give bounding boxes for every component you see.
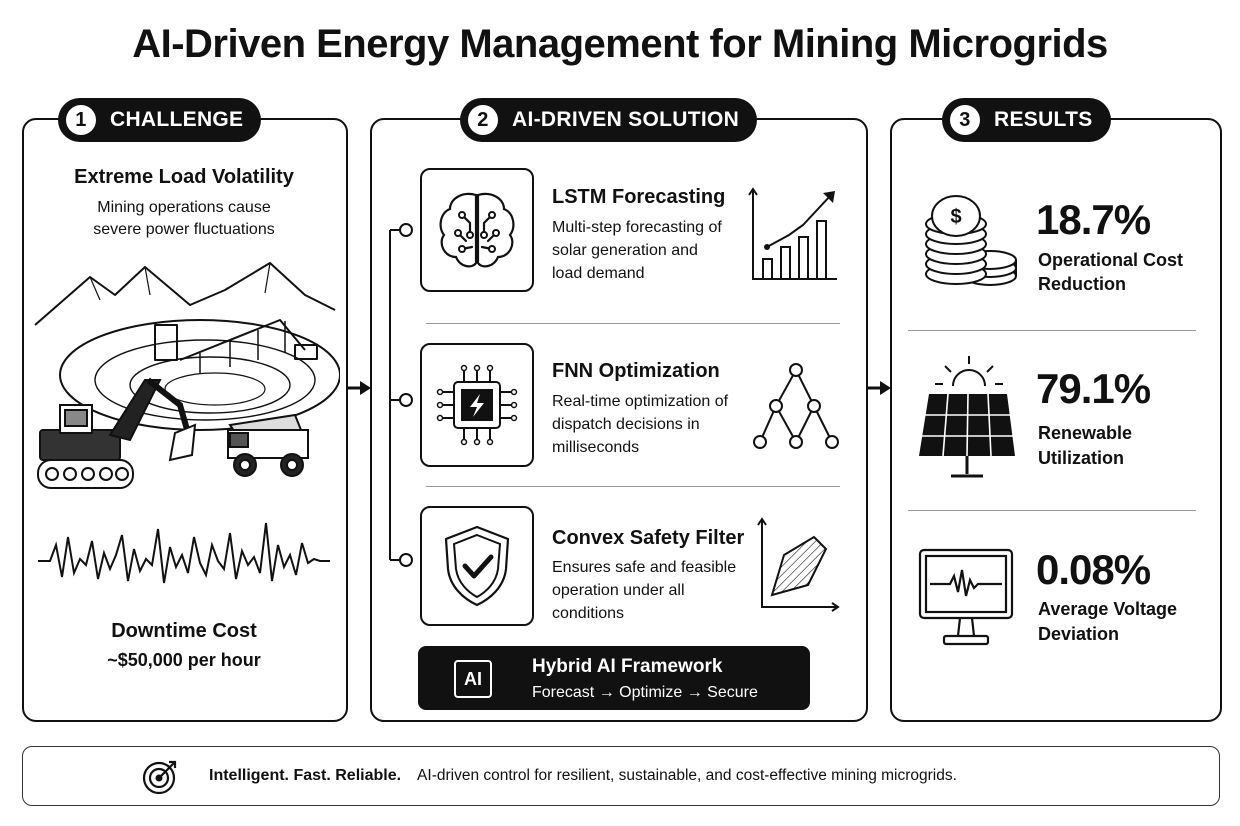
downtime-value: ~$50,000 per hour [107,650,261,670]
ai-badge: AI [464,668,482,689]
target-icon [141,756,181,796]
solution-item-desc-line: Ensures safe and feasible [552,559,737,576]
solution-item-desc-line: Real-time optimization of [552,393,729,410]
framework-subtitle: Forecast → Optimize → Secure [532,684,758,701]
solution-label: AI-DRIVEN SOLUTION [512,108,740,131]
ai-chip-icon [454,660,492,698]
monitor-waveform-icon [916,546,1016,650]
result-value: 0.08% [1036,546,1151,593]
solution-header [460,98,757,142]
solution-item-desc-line: conditions [552,605,625,622]
solution-item-desc-line: load demand [552,265,645,282]
coins-icon [918,190,1023,295]
solution-item-desc-line: milliseconds [552,439,640,456]
result-label-line: Average Voltage [1038,599,1178,619]
result-label-line: Renewable [1038,423,1133,443]
footer-banner [22,746,1220,806]
shield-icon-card [420,506,534,626]
challenge-desc-line1: Mining operations cause [97,199,271,216]
downtime-heading: Downtime Cost [111,620,257,642]
mining-site-illustration [30,255,340,505]
challenge-desc-line2: severe power fluctuations [93,221,275,238]
brain-icon [432,185,522,275]
challenge-header [58,98,261,142]
solution-item-desc-line: operation under all [552,582,685,599]
solar-panel-icon [915,352,1020,482]
load-volatility-waveform [38,515,330,595]
solution-item-desc-line: Multi-step forecasting of [552,219,722,236]
solution-item-title: FNN Optimization [552,360,720,382]
divider [426,323,840,324]
framework-title: Hybrid AI Framework [532,656,723,677]
brain-icon-card [420,168,534,292]
footer-tagline: Intelligent. Fast. Reliable. [209,767,402,784]
results-header [942,98,1111,142]
divider [908,510,1196,511]
result-value: 18.7% [1036,196,1151,243]
solution-item-title: Convex Safety Filter [552,527,745,549]
footer-text: AI-driven control for resilient, sustainable, and cost-effective mining microgrids. [417,767,957,784]
hybrid-framework-banner [418,646,810,710]
results-label: RESULTS [994,108,1093,131]
step-number: 1 [66,105,96,135]
result-label-line: Utilization [1038,448,1124,468]
result-label-line: Deviation [1038,624,1120,644]
growth-chart-icon [745,185,840,285]
result-label-line: Reduction [1038,274,1126,294]
svg-text:$: $ [950,206,962,228]
solution-connector [380,215,420,575]
step-number: 3 [950,105,980,135]
challenge-label: CHALLENGE [110,108,244,131]
result-value: 79.1% [1036,365,1151,412]
solution-item-desc-line: solar generation and [552,242,698,259]
divider [908,330,1196,331]
challenge-heading: Extreme Load Volatility [74,166,294,188]
solution-item-desc-line: dispatch decisions in [552,416,700,433]
divider [426,486,840,487]
chip-icon-card [420,343,534,467]
page-title: AI-Driven Energy Management for Mining Microgrids [132,22,1108,66]
result-label-line: Operational Cost [1038,250,1184,270]
chip-icon [432,360,522,450]
feasible-region-icon [748,515,843,615]
shield-check-icon [432,521,522,611]
neural-network-icon [748,360,843,455]
solution-item-title: LSTM Forecasting [552,186,726,208]
step-number: 2 [468,105,498,135]
